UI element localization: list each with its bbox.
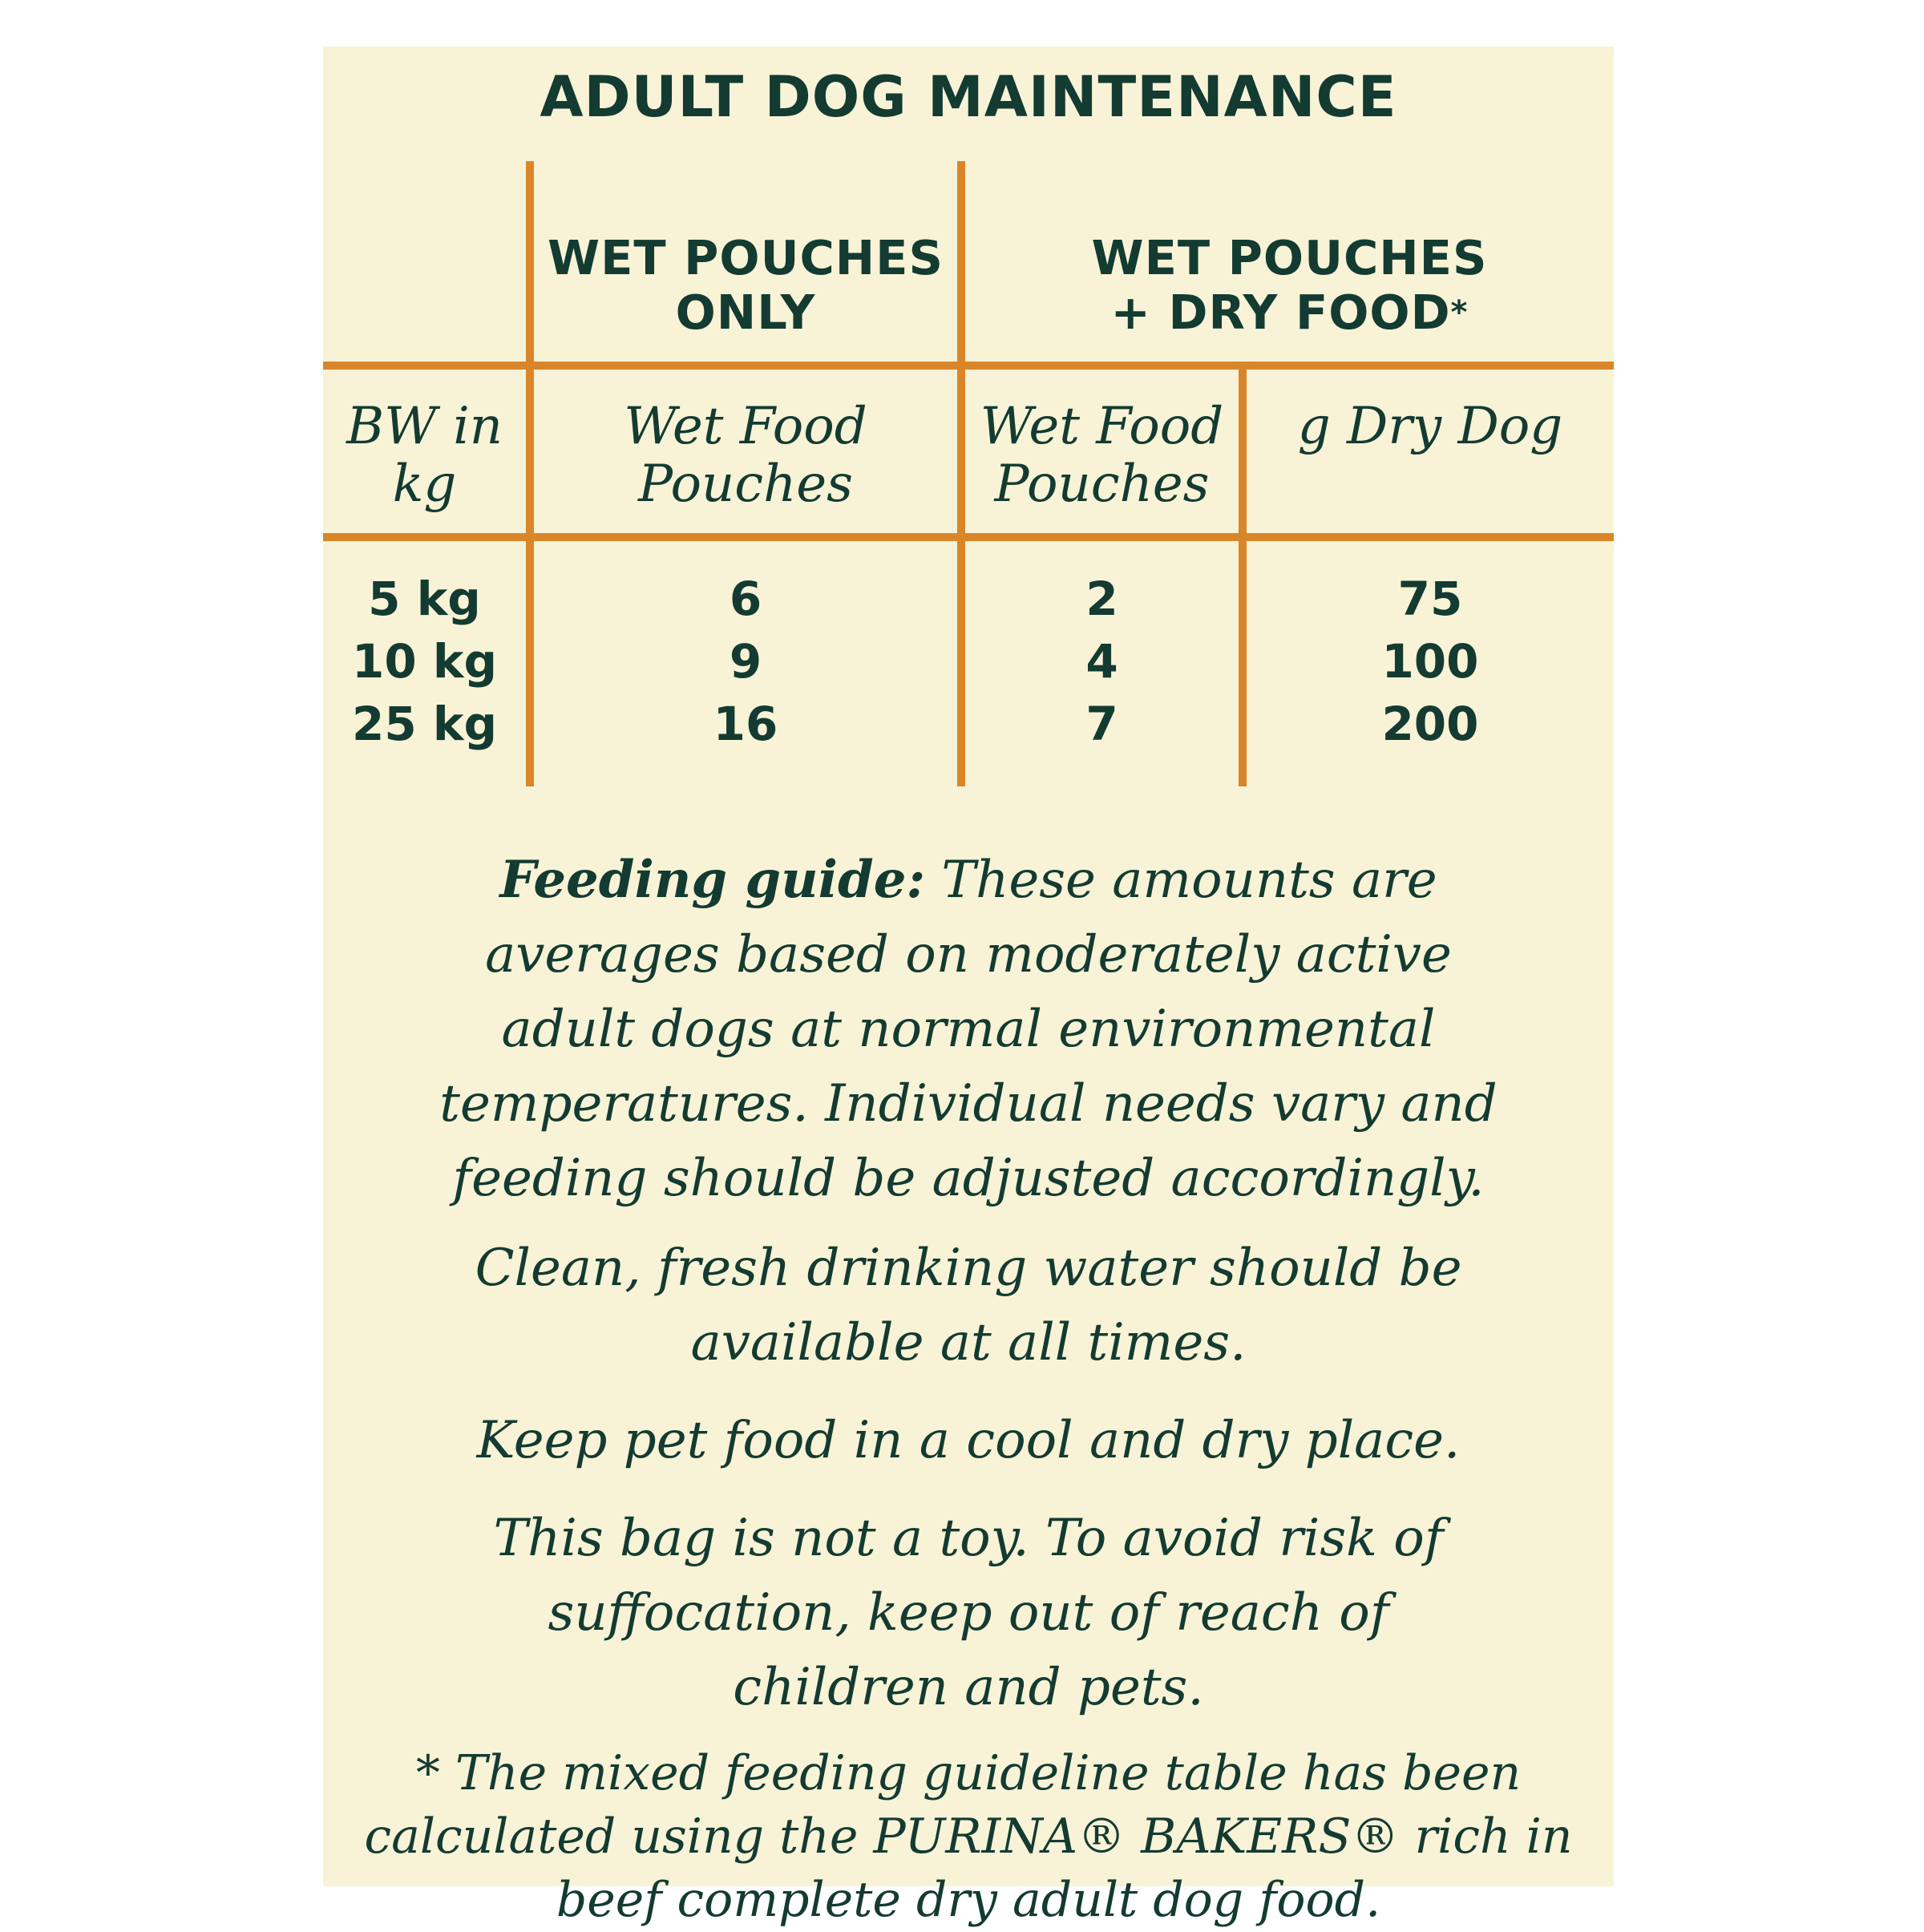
column-header-dry-grams: g Dry Dog	[1297, 397, 1563, 456]
table-rule-vertical-2	[957, 161, 965, 786]
feeding-guide-label: Feeding guide:	[499, 850, 926, 910]
feeding-label-panel	[323, 46, 1614, 1928]
group-header-wet-dry: WET POUCHES + DRY FOOD*	[1091, 230, 1488, 340]
table-cell: 9	[729, 634, 762, 689]
bag-warning: This bag is not a toy. To avoid risk of suffocation, keep out of reach of children and pets.	[493, 1509, 1444, 1717]
table-cell: 25 kg	[352, 697, 497, 751]
table-cell: 5 kg	[368, 572, 481, 626]
table-rule-vertical-1	[526, 161, 534, 786]
table-rule-vertical-3	[1239, 367, 1247, 786]
table-cell: 100	[1381, 634, 1479, 689]
storage-note: Keep pet food in a cool and dry place.	[476, 1411, 1461, 1470]
column-bw-values	[323, 568, 526, 755]
table-cell: 4	[1085, 634, 1118, 689]
table-cell: 10 kg	[352, 634, 497, 689]
table-cell: 75	[1397, 572, 1463, 626]
feeding-guide-paragraph: Feeding guide: These amounts are averages based on moderately active adult dogs at normal environmental temperatures. Individual needs vary and feeding should be adjusted accordingly.	[439, 850, 1498, 1208]
footnote: * The mixed feeding guideline table has been calculated using the PURINA® BAKERS® rich in beef complete dry adult dog food.	[364, 1745, 1573, 1928]
table-cell: 16	[713, 697, 778, 751]
column-dry-gram-values	[1247, 568, 1614, 755]
label-title: ADULT DOG MAINTENANCE	[540, 64, 1397, 130]
table-cell: 6	[729, 572, 762, 626]
table-rule-horizontal-2	[323, 533, 1614, 541]
water-note: Clean, fresh drinking water should be available at all times.	[475, 1239, 1462, 1372]
column-header-wet-dry-pouches: Wet Food Pouches	[980, 397, 1224, 514]
table-rule-horizontal-1	[323, 362, 1614, 370]
table-cell: 2	[1085, 572, 1118, 626]
column-wet-dry-pouch-values	[965, 568, 1239, 755]
column-header-bw: BW in kg	[346, 397, 503, 514]
column-header-wet-only-pouches: Wet Food Pouches	[624, 397, 867, 514]
table-cell: 200	[1381, 697, 1479, 751]
group-header-wet-only: WET POUCHES ONLY	[548, 230, 944, 340]
table-cell: 7	[1085, 697, 1118, 751]
column-wet-only-values	[534, 568, 957, 755]
